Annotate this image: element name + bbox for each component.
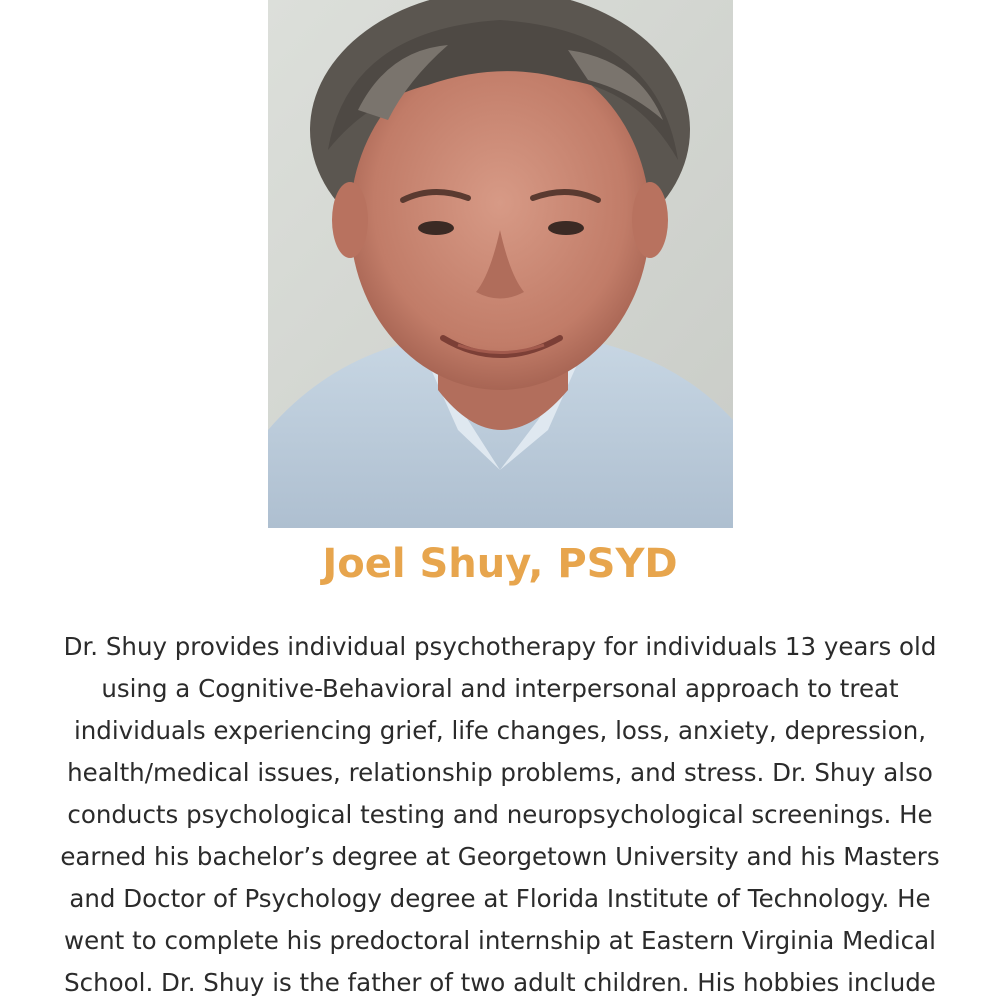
bio-line: health/medical issues, relationship problems, and stress. Dr. Shuy also — [67, 758, 933, 787]
portrait-image — [268, 0, 733, 528]
person-name: Joel Shuy, PSYD — [322, 541, 678, 587]
bio-line: using a Cognitive-Behavioral and interpersonal approach to treat — [101, 674, 899, 703]
bio-line: conducts psychological testing and neuropsychological screenings. He — [67, 800, 933, 829]
bio-text — [30, 626, 970, 1000]
bio-line: and Doctor of Psychology degree at Florida Institute of Technology. He — [69, 884, 931, 913]
bio-line: went to complete his predoctoral internship at Eastern Virginia Medical — [64, 926, 936, 955]
bio-line: Dr. Shuy provides individual psychotherapy for individuals 13 years old — [63, 632, 937, 661]
bio-line: earned his bachelor’s degree at Georgetown University and his Masters — [60, 842, 940, 871]
bio-line: School. Dr. Shuy is the father of two adult children. His hobbies include — [64, 968, 936, 997]
bio-line: individuals experiencing grief, life changes, loss, anxiety, depression, — [73, 716, 927, 745]
profile-photo — [268, 0, 733, 528]
